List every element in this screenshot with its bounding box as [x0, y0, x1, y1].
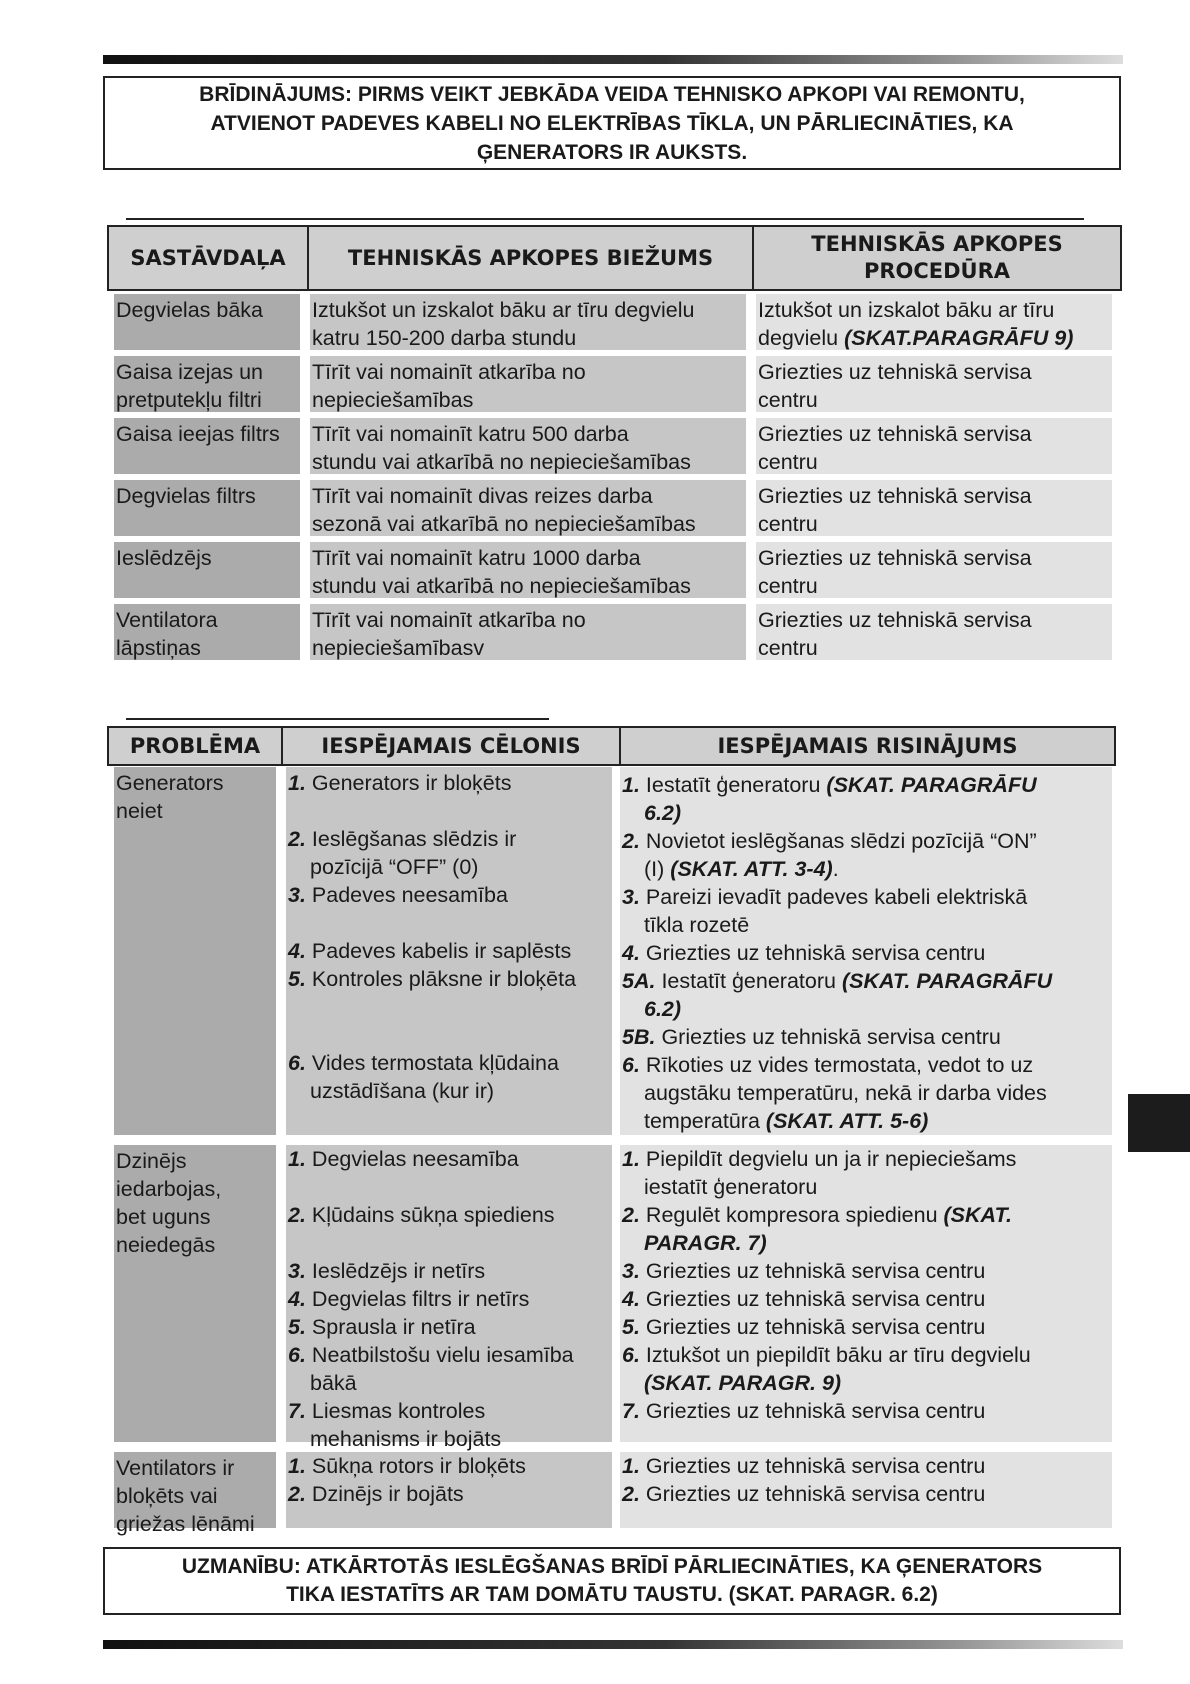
problem-cell-fan-blocked: Ventilators ir bloķēts vai griežas lēnāmi [114, 1452, 276, 1528]
table-row-part: Degvielas bāka [114, 294, 300, 350]
table-row-frequency: Iztukšot un izskalot bāku ar tīru degvielu katru 150-200 darba stundu [310, 294, 746, 350]
warning-box-bottom [103, 1547, 1121, 1615]
list-item: 6. Iztukšot un piepildīt bāku ar tīru degvielu [622, 1343, 1031, 1367]
list-item: 4. Padeves kabelis ir saplēsts [288, 939, 572, 963]
list-item: 3. Griezties uz tehniskā servisa centru [622, 1259, 986, 1283]
list-item: 1. Iestatīt ģeneratoru (SKAT. PARAGRĀFU [622, 773, 1037, 797]
table-row-part: Degvielas filtrs [114, 480, 300, 536]
list-item: 2. Regulēt kompresora spiedienu (SKAT. [622, 1203, 1012, 1227]
table-row-part: Gaisa izejas un pretputekļu filtri [114, 356, 300, 412]
list-item: 7. Griezties uz tehniskā servisa centru [622, 1399, 986, 1423]
warning-line: BRĪDINĀJUMS: PIRMS VEIKT JEBKĀDA VEIDA TEHNISKO APKOPI VAI REMONTU, [199, 82, 1025, 106]
list-item: 5. Sprausla ir netīra [288, 1315, 476, 1339]
header-cause: IESPĒJAMAIS CĒLONIS [283, 728, 621, 764]
warning-line: ĢENERATORS IR AUKSTS. [476, 140, 748, 164]
page-edge-tab [1128, 1094, 1190, 1152]
list-item: 1. Generators ir bloķēts [288, 771, 512, 795]
list-item: 4. Griezties uz tehniskā servisa centru [622, 1287, 986, 1311]
table-row-procedure: Iztukšot un izskalot bāku ar tīru degvielu (SKAT.PARAGRĀFU 9) [756, 294, 1112, 350]
solution-cell-engine-no-ignition: 1. Piepildīt degvielu un ja ir nepieciešams iestatīt ģeneratoru 2. Regulēt kompresora spiedienu (SKAT. PARAGR. 7) 3. Griezties uz tehniskā servisa centru 4. Griezties uz tehniskā servisa centru 5. Griezties uz tehniskā servisa centru 6. Iztukšot un piepildīt bāku ar tīru degvielu (SKAT. PARAGR. 9) 7. Griezties uz tehniskā servisa centru [620, 1145, 1112, 1442]
problem-cell-generator-not-running: Generators neiet [114, 767, 276, 1135]
list-item: 5A. Iestatīt ģeneratoru (SKAT. PARAGRĀFU [622, 969, 1053, 993]
table-row-frequency: Tīrīt vai nomainīt katru 500 darba stundu vai atkarībā no nepieciešamības [310, 418, 746, 474]
problem-cell-engine-no-ignition: Dzinējs iedarbojas, bet uguns neiedegās [114, 1145, 276, 1442]
list-item: 1. Griezties uz tehniskā servisa centru [622, 1454, 986, 1478]
list-item: 2. Ieslēgšanas slēdzis ir [288, 827, 517, 851]
table-row-procedure: Griezties uz tehniskā servisa centru [756, 604, 1112, 660]
cause-cell-engine-no-ignition: 1. Degvielas neesamība 2. Kļūdains sūkņa spiediens 3. Ieslēdzējs ir netīrs 4. Degvielas filtrs ir netīrs 5. Sprausla ir netīra 6. Neatbilstošu vielu iesamība bākā 7. Liesmas kontroles mehanisms ir bojāts [286, 1145, 612, 1442]
list-item: 1. Degvielas neesamība [288, 1147, 519, 1171]
table-row-frequency: Tīrīt vai nomainīt katru 1000 darba stundu vai atkarībā no nepieciešamības [310, 542, 746, 598]
header-part: SASTĀVDAĻA [109, 227, 309, 289]
list-item: 4. Griezties uz tehniskā servisa centru [622, 941, 986, 965]
table-row-frequency: Tīrīt vai nomainīt atkarība no nepieciešamības [310, 356, 746, 412]
list-item: 2. Kļūdains sūkņa spiediens [288, 1203, 555, 1227]
table-row-part: Ieslēdzējs [114, 542, 300, 598]
table-row-procedure: Griezties uz tehniskā servisa centru [756, 356, 1112, 412]
table-row-frequency: Tīrīt vai nomainīt atkarība no nepieciešamībasv [310, 604, 746, 660]
header-solution: IESPĒJAMAIS RISINĀJUMS [717, 733, 1018, 758]
list-item: 5. Griezties uz tehniskā servisa centru [622, 1315, 986, 1339]
bottom-decorative-bar [103, 1640, 1123, 1649]
list-item: 6. Vides termostata kļūdaina [288, 1051, 559, 1075]
list-item: 6. Neatbilstošu vielu iesamība [288, 1343, 574, 1367]
list-item: 5. Kontroles plāksne ir bloķēta [288, 967, 577, 991]
header-frequency: TEHNISKĀS APKOPES BIEŽUMS [309, 227, 754, 289]
list-item: 5B. Griezties uz tehniskā servisa centru [622, 1025, 1001, 1049]
warning-line: UZMANĪBU: ATKĀRTOTĀS IESLĒGŠANAS BRĪDĪ PĀRLIECINĀTIES, KA ĢENERATORS [181, 1555, 1043, 1578]
list-item: 3. Padeves neesamība [288, 883, 508, 907]
table-row-part: Gaisa ieejas filtrs [114, 418, 300, 474]
list-item: 7. Liesmas kontroles [288, 1399, 486, 1423]
header-procedure: TEHNISKĀS APKOPES PROCEDŪRA [811, 232, 1063, 283]
list-item: 4. Degvielas filtrs ir netīrs [288, 1287, 530, 1311]
table-row-frequency: Tīrīt vai nomainīt divas reizes darba sezonā vai atkarībā no nepieciešamības [310, 480, 746, 536]
solution-cell-fan-blocked [620, 1452, 1112, 1528]
list-item: 2. Griezties uz tehniskā servisa centru [622, 1482, 986, 1506]
header-problem: PROBLĒMA [109, 728, 283, 764]
list-item: 2. Dzinējs ir bojāts [288, 1482, 464, 1506]
list-item: 3. Pareizi ievadīt padeves kabeli elektriskā [622, 885, 1028, 909]
cause-cell-fan-blocked [286, 1452, 612, 1528]
section-rule-maintenance [126, 218, 1084, 220]
list-item: 3. Ieslēdzējs ir netīrs [288, 1259, 486, 1283]
warning-line: TIKA IESTATĪTS AR TAM DOMĀTU TAUSTU. (SKAT. PARAGR. 6.2) [286, 1583, 938, 1606]
list-item: 1. Sūkņa rotors ir bloķēts [288, 1454, 526, 1478]
top-decorative-bar [103, 55, 1123, 64]
cause-cell-generator-not-running: 1. Generators ir bloķēts 2. Ieslēgšanas slēdzis ir pozīcijā “OFF” (0) 3. Padeves neesamība 4. Padeves kabelis ir saplēsts 5. Kontroles plāksne ir bloķēta 6. Vides termostata kļūdaina uzstādīšana (kur ir) [286, 767, 612, 1135]
table-row-part: Ventilatora lāpstiņas [114, 604, 300, 660]
table-row-procedure: Griezties uz tehniskā servisa centru [756, 542, 1112, 598]
solution-cell-generator-not-running: 1. Iestatīt ģeneratoru (SKAT. PARAGRĀFU 6.2) 2. Novietot ieslēgšanas slēdzi pozīcijā “ON” (I) (SKAT. ATT. 3-4). 3. Pareizi ievadīt padeves kabeli elektriskā tīkla rozetē 4. Griezties uz tehniskā servisa centru 5A. Iestatīt ģeneratoru (SKAT. PARAGRĀFU 6.2) 5B. Griezties uz tehniskā servisa centru 6. Rīkoties uz vides termostata, vedot to uz augstāku temperatūru, nekā ir darba vides temperatūra (SKAT. ATT. 5-6) [620, 767, 1112, 1135]
list-item: 6. Rīkoties uz vides termostata, vedot to uz [622, 1053, 1034, 1077]
troubleshooting-table-header [107, 726, 1116, 766]
list-item: 2. Novietot ieslēgšanas slēdzi pozīcijā “ON” [622, 829, 1037, 853]
warning-box-top [103, 76, 1121, 170]
maintenance-table-header [107, 225, 1122, 291]
section-rule-troubleshooting [126, 718, 549, 720]
list-item: 1. Piepildīt degvielu un ja ir nepieciešams [622, 1147, 1017, 1171]
table-row-procedure: Griezties uz tehniskā servisa centru [756, 480, 1112, 536]
table-row-procedure: Griezties uz tehniskā servisa centru [756, 418, 1112, 474]
warning-line: ATVIENOT PADEVES KABELI NO ELEKTRĪBAS TĪKLA, UN PĀRLIECINĀTIES, KA [210, 111, 1014, 135]
